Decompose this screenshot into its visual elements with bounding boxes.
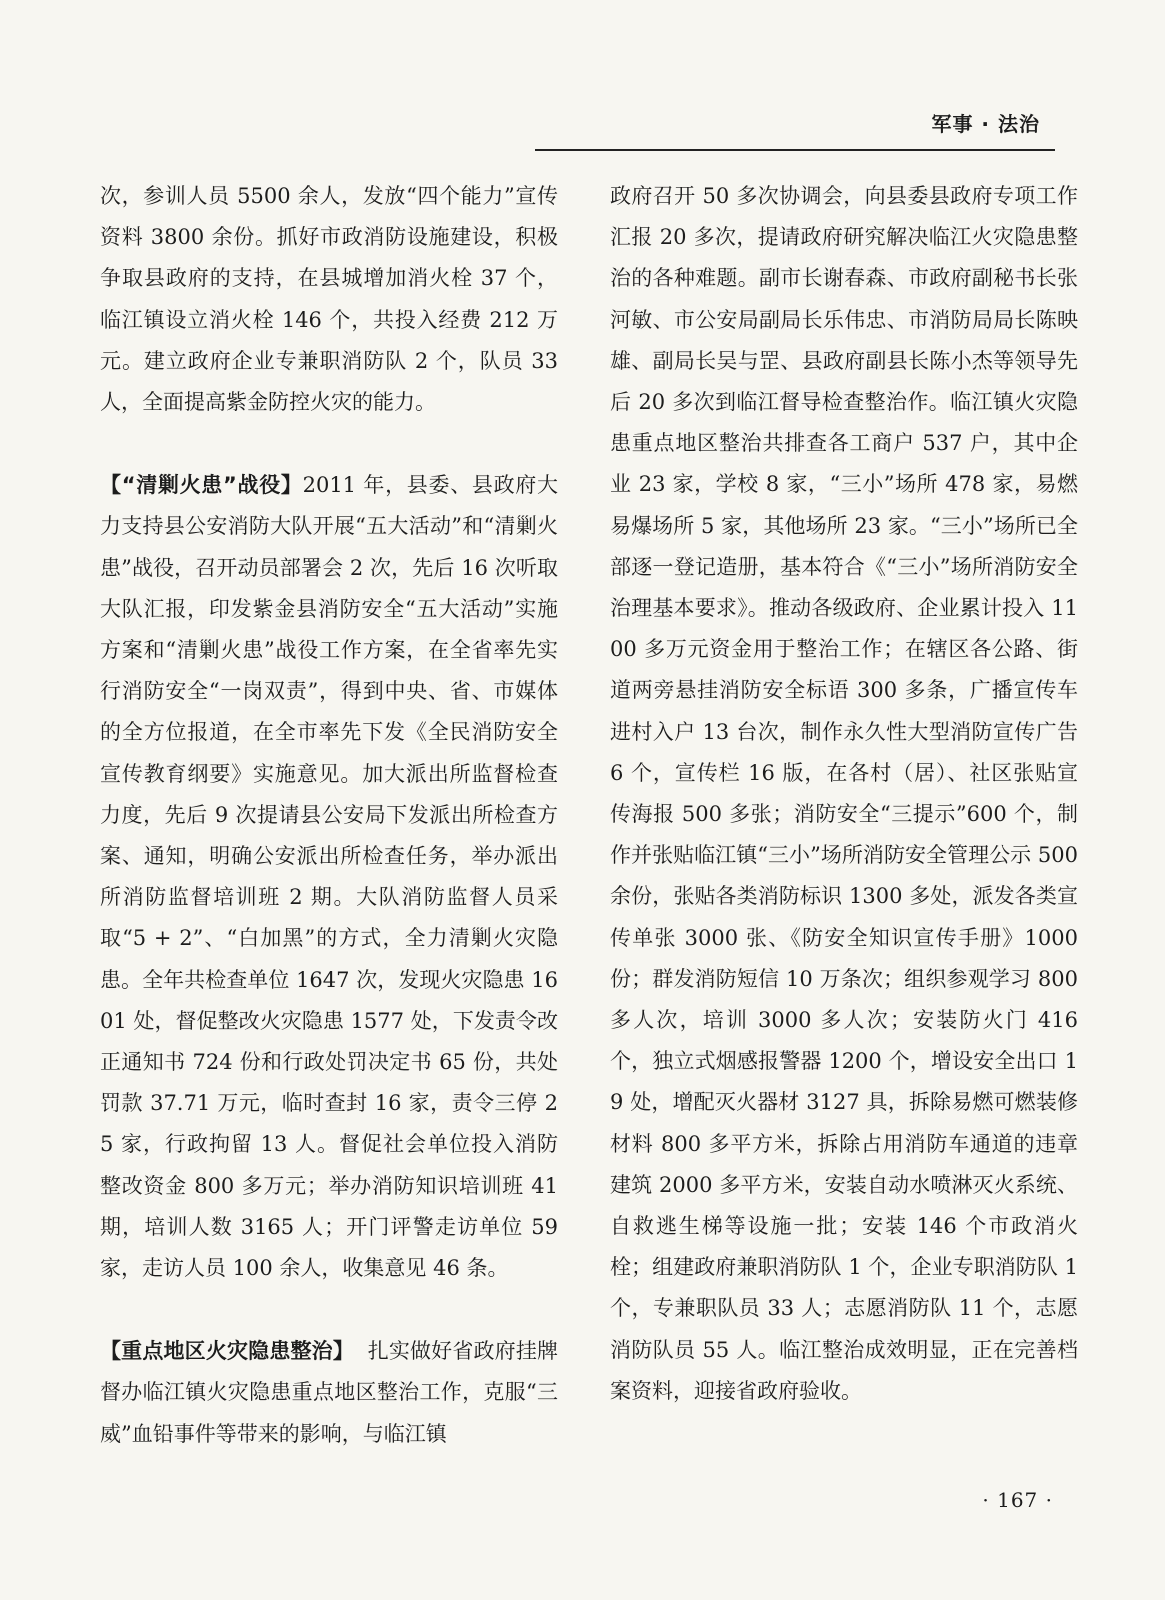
section-text-clear-fire-hazards: 2011 年，县委、县政府大力支持县公安消防大队开展“五大活动”和“清剿火患”战役，召开动员部署会 2 次，先后 16 次听取大队汇报，印发紫金县消防安全“五大活动”实施方案和“清剿火患”战役工作方案，在全省率先实行消防安全“一岗双责”，得到中央、省、市媒体的全方位报道，在全市率先下发《全民消防安全宣传教育纲要》实施意见。加大派出所监督检查力度，先后 9 次提请县公安局下发派出所检查方案、通知，明确公安派出所检查任务，举办派出所消防监督培训班 2 期。大队消防监督人员采取“5 + 2”、“白加黑”的方式，全力清剿火灾隐患。全年共检查单位 1647 次，发现火灾隐患 1601 处，督促整改火灾隐患 1577 处，下发责令改正通知书 724 份和行政处罚决定书 65 份，共处罚款 37.71 万元，临时查封 16 家，责令三停 25 家，行政拘留 13 人。督促社会单位投入消防整改资金 800 多万元；举办消防知识培训班 41 期，培训人数 3165 人；开门评警走访单位 59 家，走访人员 100 余人，收集意见 46 条。 [100, 473, 558, 1281]
header-rule-divider [535, 149, 1055, 151]
left-paragraph-1: 次，参训人员 5500 余人，发放“四个能力”宣传资料 3800 余份。抓好市政消防设施建设，积极争取县政府的支持，在县城增加消火栓 37 个，临江镇设立消火栓 146 个，共投入经费 212 万元。建立政府企业专兼职消防队 2 个，队员 33 人，全面提高紫金防控火灾的能力。 [100, 184, 558, 415]
section-header-title: 军事 · 法治 [931, 112, 1040, 136]
page-number: · 167 · [982, 1488, 1053, 1512]
section-title-clear-fire-hazards: 【“清剿火患”战役】 [100, 473, 303, 498]
section-clear-fire-hazards [100, 465, 558, 1289]
left-text-column [100, 176, 558, 1455]
section-text-key-area-hazard-rectification: 扎实做好省政府挂牌督办临江镇火灾隐患重点地区整治工作，克服“三威”血铅事件等带来的影响，与临江镇 [100, 1339, 559, 1446]
section-title-key-area-hazard-rectification: 【重点地区火灾隐患整治】 [100, 1339, 354, 1364]
right-paragraph-1: 政府召开 50 多次协调会，向县委县政府专项工作汇报 20 多次，提请政府研究解决临江火灾隐患整治的各种难题。副市长谢春森、市政府副秘书长张河敏、市公安局副局长乐伟忠、市消防局局长陈映雄、副局长吴与罡、县政府副县长陈小杰等领导先后 20 多次到临江督导检查整治作。临江镇火灾隐患重点地区整治共排查各工商户 537 户，其中企业 23 家，学校 8 家，“三小”场所 478 家，易燃易爆场所 5 家，其他场所 23 家。“三小”场所已全部逐一登记造册，基本符合《“三小”场所消防安全治理基本要求》。推动各级政府、企业累计投入 1100 多万元资金用于整治工作；在辖区各公路、街道两旁悬挂消防安全标语 300 多条，广播宣传车进村入户 13 台次，制作永久性大型消防宣传广告 6 个，宣传栏 16 版，在各村（居）、社区张贴宣传海报 500 多张；消防安全“三提示”600 个，制作并张贴临江镇“三小”场所消防安全管理公示 500 余份，张贴各类消防标识 1300 多处，派发各类宣传单张 3000 张、《防安全知识宣传手册》1000 份；群发消防短信 10 万条次；组织参观学习 800 多人次，培训 3000 多人次；安装防火门 416 个，独立式烟感报警器 1200 个，增设安全出口 19 处，增配灭火器材 3127 具，拆除易燃可燃装修材料 800 多平方米，拆除占用消防车通道的违章建筑 2000 多平方米，安装自动水喷淋灭火系统、自救逃生梯等设施一批；安装 146 个市政消火栓；组建政府兼职消防队 1 个，企业专职消防队 1 个，专兼职队员 33 人；志愿消防队 11 个，志愿消防队员 55 人。临江整治成效明显，正在完善档案资料，迎接省政府验收。 [610, 184, 1078, 1403]
right-text-column [610, 176, 1078, 1412]
section-key-area-hazard-rectification [100, 1331, 558, 1455]
